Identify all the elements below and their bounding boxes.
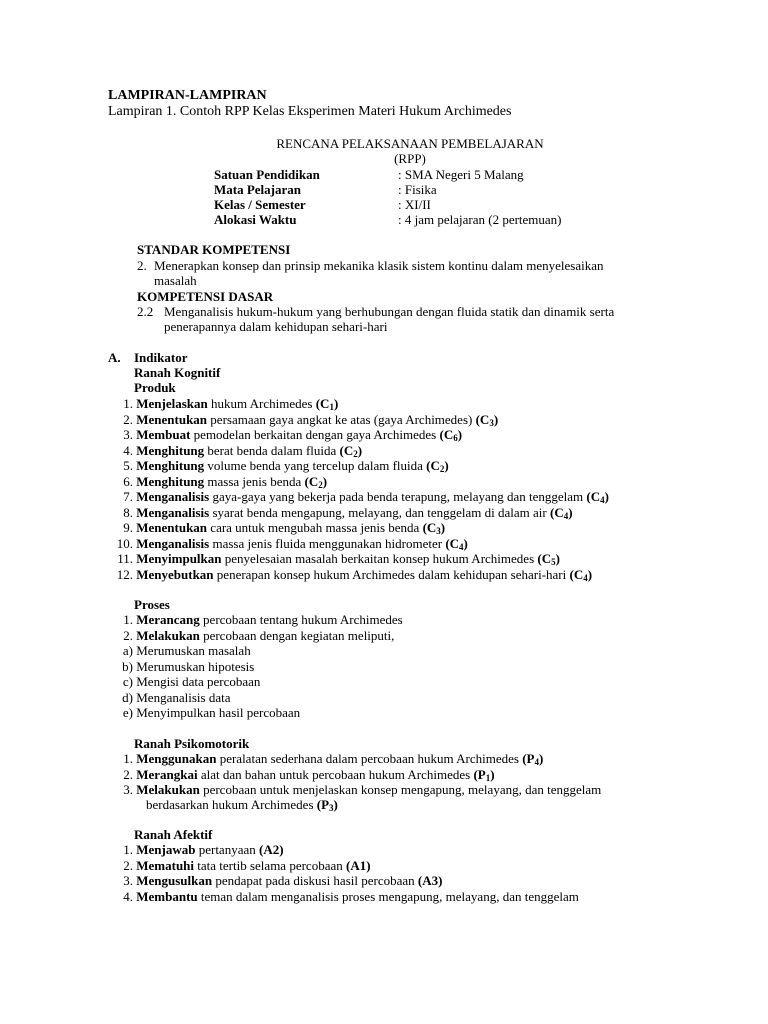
item-number: 11. [117,551,133,566]
item-number: 3. [123,427,133,442]
item-verb: Merangkai [136,766,198,782]
item-code-letter: (C [315,396,330,411]
sk-number: 2. [137,258,147,273]
item-code-letter: (P [473,766,486,782]
item-text: penyelesaian masalah berkaitan konsep hukum Archimedes [221,551,538,566]
list-item [110,705,300,721]
psikomotorik-list [110,751,601,798]
item-code-sub: 4 [563,510,569,521]
list-item [110,643,300,659]
item-text: percobaan dengan kegiatan meliputi, [199,627,395,643]
item-code-letter: (C [439,427,454,442]
item-code-sub: 3 [329,803,334,813]
section-a-title: Indikator [134,350,188,365]
item-code-letter: (C [586,489,601,504]
item-code-sub: 1 [485,772,491,783]
list-item [110,889,579,905]
list-item [110,505,609,521]
list-item [110,782,601,798]
item-text: percobaan tentang hukum Archimedes [199,612,403,627]
identity-label: Satuan Pendidikan [214,167,320,182]
item-code-sub: 2 [318,479,323,490]
item-number: 1. [123,612,133,627]
item-text: Menyimpulkan hasil percobaan [136,705,301,720]
item-code [423,520,446,535]
item-verb: Menganalisis [136,535,210,551]
item-code [445,536,468,551]
list-item [110,751,601,767]
item-code-close: ) [463,535,468,551]
kd-title: KOMPETENSI DASAR [137,289,274,304]
item-text: cara untuk mengubah massa jenis benda [207,520,423,535]
psikomotorik-continuation [146,797,338,813]
item-verb: Melakukan [136,627,200,643]
list-item [110,536,609,552]
list-item [110,443,609,459]
item-code [570,567,593,582]
item-code-close: ) [333,396,339,411]
afektif-list [110,842,579,904]
list-item [110,659,300,675]
item-text: berdasarkan hukum Archimedes [146,797,317,812]
identity-value: : Fisika [398,182,437,197]
item-code-letter: (P [522,751,535,766]
item-code-letter: (A1) [345,857,371,873]
item-code-letter: (C [445,535,460,551]
produk-title: Produk [134,380,176,395]
item-verb: Menggunakan [136,751,217,766]
item-code-close: ) [493,411,499,427]
item-code-close: ) [538,751,544,766]
item-code-sub: 6 [453,433,458,443]
sk-title: STANDAR KOMPETENSI [137,242,291,257]
item-code-sub: 3 [436,526,441,536]
list-item [110,520,609,536]
item-number: 2. [123,411,133,427]
afektif-title: Ranah Afektif [134,827,213,842]
list-item [110,396,609,412]
item-code-sub: 4 [583,572,588,583]
proses-sub-list [110,643,300,721]
item-code-close: ) [444,458,449,473]
item-code-letter: (A2) [259,842,284,857]
item-verb: Menjelaskan [136,396,208,411]
item-verb: Menjawab [136,842,196,857]
item-text: Merumuskan hipotesis [136,658,255,674]
item-number: 2. [123,766,133,782]
item-text: syarat benda mengapung, melayang, dan tenggelam di dalam air [209,504,550,520]
list-item [110,427,609,443]
item-number: 12. [116,566,133,582]
list-item [110,474,609,490]
item-code-letter: (C [475,411,490,427]
item-code-close: ) [440,520,446,535]
item-text: alat dan bahan untuk percobaan hukum Archimedes [197,766,474,782]
identity-label: Alokasi Waktu [214,212,297,227]
list-item [110,567,609,583]
item-number: 2. [123,627,133,643]
document-heading: LAMPIRAN-LAMPIRAN [108,88,267,103]
list-item [110,858,579,874]
identity-value: : 4 jam pelajaran (2 pertemuan) [398,212,562,227]
item-verb: Menyebutkan [136,566,214,582]
list-item [110,767,601,783]
item-code-close: ) [604,489,609,504]
item-number: 10. [116,535,133,551]
kd-number: 2.2 [137,304,154,319]
item-code-close: ) [333,797,338,812]
proses-list [110,612,403,643]
item-code-sub: 4 [459,541,464,552]
item-code-close: ) [357,442,363,458]
item-code-sub: 4 [534,757,539,767]
item-code-close: ) [322,473,328,489]
item-code [426,458,449,473]
item-verb: Mengusulkan [136,873,213,888]
item-text: massa jenis fluida menggunakan hidrometer [209,535,446,551]
produk-list [110,396,609,582]
list-item [110,842,579,858]
item-verb: Menghitung [136,458,205,473]
item-number: a) [122,643,133,658]
item-text: Mengisi data percobaan [136,674,261,689]
item-code [418,873,443,888]
item-verb: Mematuhi [136,857,195,873]
item-code-sub: 3 [489,417,494,428]
identity-label: Mata Pelajaran [214,182,302,197]
item-code-letter: (A3) [417,873,443,888]
identity-value: : XI/II [398,197,431,212]
list-item [110,674,300,690]
item-number: 3. [123,782,133,797]
item-code [473,767,494,782]
rpp-abbr: (RPP) [394,151,426,166]
sk-text-line2: masalah [154,273,197,288]
item-code-sub: 2 [439,464,445,474]
document-subheading: Lampiran 1. Contoh RPP Kelas Eksperimen Materi Hukum Archimedes [108,104,512,119]
item-number: 4. [123,442,133,458]
item-number: e) [122,705,133,720]
item-text: tata tertib selama percobaan [194,857,346,873]
identity-label: Kelas / Semester [214,197,306,212]
item-verb: Menyimpulkan [136,551,222,566]
proses-title: Proses [134,597,170,612]
item-code-letter: (C [550,504,564,520]
item-number: d) [122,689,133,705]
item-code-close: ) [568,504,573,520]
item-verb: Melakukan [136,782,200,797]
section-a-letter: A. [108,350,121,365]
kognitif-title: Ranah Kognitif [134,365,221,380]
item-text: Merumuskan masalah [136,643,251,658]
item-text: percobaan untuk menjelaskan konsep mengapung, melayang, dan tenggelam [199,782,602,797]
item-number: 4. [123,888,133,904]
item-text: hukum Archimedes [207,396,316,411]
item-verb: Membantu [136,888,198,904]
item-text: Menganalisis data [136,689,231,705]
item-text: peralatan sederhana dalam percobaan hukum Archimedes [216,751,523,766]
item-code-close: ) [587,566,593,582]
item-code [522,751,543,766]
item-code [586,489,609,504]
identity-value: : SMA Negeri 5 Malang [398,167,524,182]
item-code [440,427,463,442]
item-code-letter: (C [569,566,584,582]
item-number: 3. [123,873,133,888]
list-item [110,458,609,474]
list-item [110,612,403,628]
item-number: 6. [123,473,133,489]
item-verb: Menghitung [136,473,205,489]
item-text: pendapat pada diskusi hasil percobaan [212,873,418,888]
item-text: pemodelan berkaitan dengan gaya Archimedes [190,427,440,442]
item-code-close: ) [457,427,463,442]
item-code-sub: 5 [551,557,556,567]
item-code-close: ) [555,551,560,566]
item-code-letter: (C [304,473,319,489]
item-text: penerapan konsep hukum Archimedes dalam kehidupan sehari-hari [213,566,570,582]
item-number: 8. [123,504,133,520]
item-number: 1. [123,396,133,411]
list-item [110,690,300,706]
rpp-title: RENCANA PELAKSANAAN PEMBELAJARAN [276,136,544,151]
item-code-letter: (P [316,797,330,812]
item-code-sub: 4 [600,495,605,505]
item-verb: Menganalisis [136,489,210,504]
item-number: 9. [123,520,133,535]
item-code [476,412,499,427]
item-number: 1. [123,842,133,857]
item-text: teman dalam menganalisis proses mengapung, melayang, dan tenggelam [197,888,579,904]
item-number: 5. [123,458,133,473]
item-code [537,551,560,566]
item-text: gaya-gaya yang bekerja pada benda terapung, melayang dan tenggelam [209,489,587,504]
item-code-close: ) [490,766,495,782]
item-verb: Menentukan [136,520,208,535]
item-number: b) [122,658,133,674]
list-item [110,628,403,644]
item-number: 1. [123,751,133,766]
item-code [550,505,573,520]
item-code [305,474,328,489]
item-verb: Merancang [136,612,200,627]
list-item [110,412,609,428]
item-code-sub: 1 [329,402,334,412]
item-text: massa jenis benda [204,473,305,489]
item-number: c) [122,674,133,689]
item-text: persamaan gaya angkat ke atas (gaya Archimedes) [207,411,476,427]
item-code [316,396,339,411]
item-text: berat benda dalam fluida [204,442,340,458]
item-code-letter: (C [537,551,552,566]
item-verb: Menghitung [136,442,205,458]
sk-text-line1: Menerapkan konsep dan prinsip mekanika klasik sistem kontinu dalam menyelesaikan [154,258,604,273]
item-number: 7. [123,489,133,504]
item-code-letter: (C [422,520,437,535]
item-code [340,443,363,458]
item-code-sub: 2 [353,448,358,459]
list-item [110,489,609,505]
item-code [259,842,284,857]
kd-text-line2: penerapannya dalam kehidupan sehari-hari [164,319,388,334]
item-text: pertanyaan [195,842,259,857]
list-item [110,551,609,567]
item-verb: Membuat [136,427,191,442]
item-text: volume benda yang tercelup dalam fluida [204,458,427,473]
list-item [110,873,579,889]
item-code-letter: (C [426,458,440,473]
item-code [346,858,371,873]
psikomotorik-title: Ranah Psikomotorik [134,736,250,751]
kd-text-line1: Menganalisis hukum-hukum yang berhubungan dengan fluida statik dan dinamik serta [164,304,615,319]
item-verb: Menganalisis [136,504,210,520]
item-code [317,797,338,812]
item-verb: Menentukan [136,411,208,427]
item-code-letter: (C [339,442,354,458]
item-number: 2. [123,857,133,873]
